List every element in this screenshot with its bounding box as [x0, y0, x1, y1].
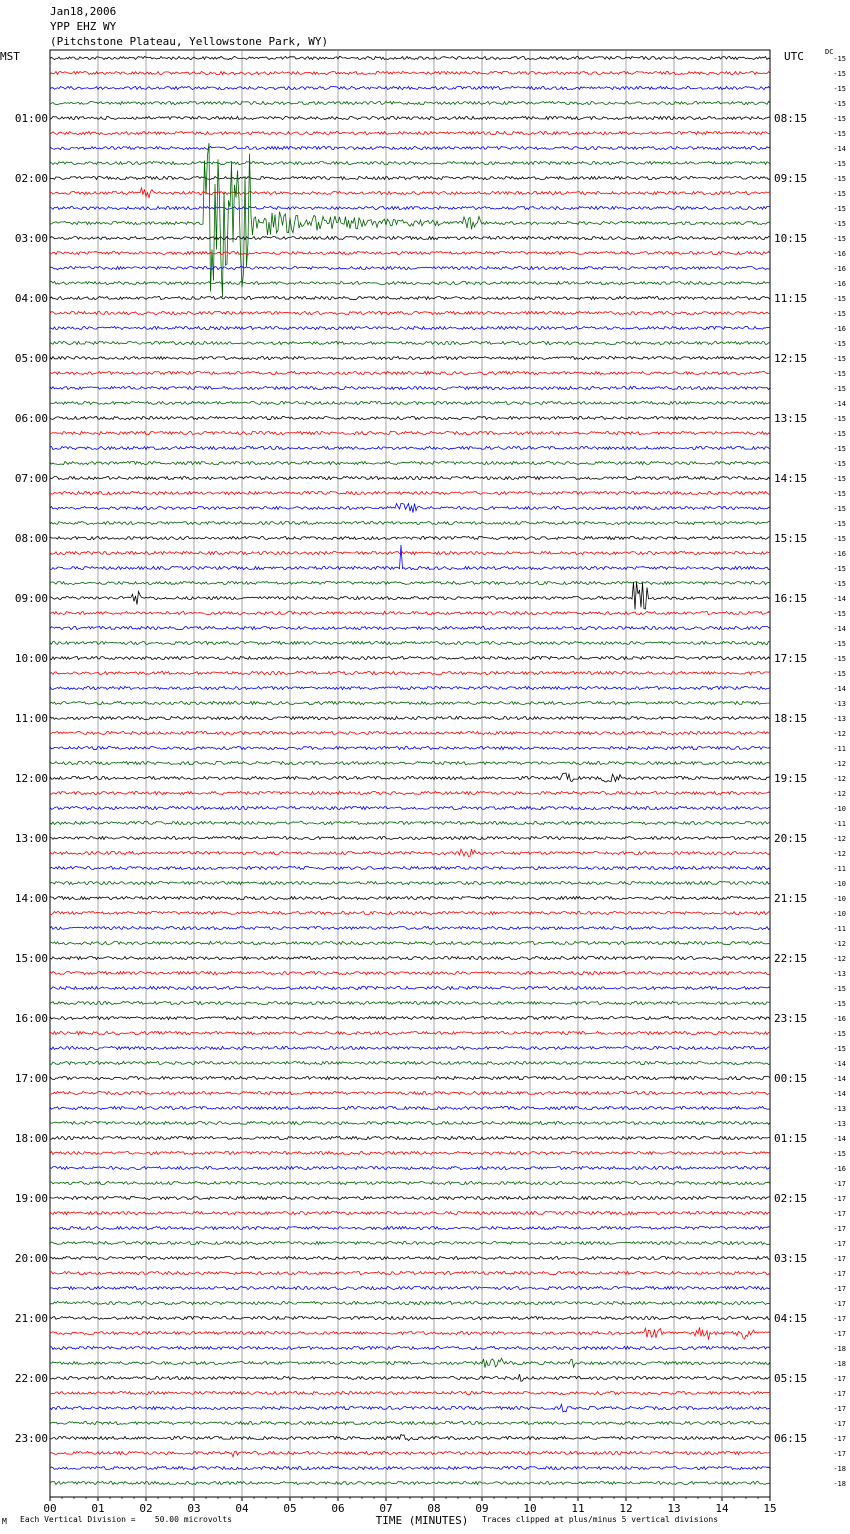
x-tick-label: 00	[43, 1502, 57, 1515]
right-hour-label: 23:15	[774, 1012, 808, 1025]
x-tick-label: 01	[91, 1502, 105, 1515]
seismic-trace	[50, 1358, 770, 1368]
dc-offset-label: -17	[833, 1435, 846, 1443]
dc-offset-label: -15	[833, 115, 846, 123]
seismic-trace	[50, 926, 770, 929]
x-tick-label: 13	[667, 1502, 681, 1515]
dc-offset-label: -11	[833, 820, 846, 828]
seismic-trace	[50, 296, 770, 299]
dc-offset-label: -10	[833, 805, 846, 813]
header-date: Jan18,2006	[50, 5, 117, 18]
seismic-trace	[50, 701, 770, 704]
right-hour-label: 05:15	[774, 1372, 808, 1385]
corner-mark: M	[2, 1517, 7, 1526]
seismic-trace	[50, 686, 770, 689]
left-hour-label: 23:00	[14, 1432, 48, 1445]
dc-offset-label: -15	[833, 1000, 846, 1008]
seismic-trace	[50, 86, 770, 89]
left-hour-label: 14:00	[14, 892, 48, 905]
x-tick-label: 10	[523, 1502, 537, 1515]
seismic-trace	[50, 941, 770, 944]
dc-offset-label: -17	[833, 1225, 846, 1233]
dc-offset-label: -15	[833, 85, 846, 93]
dc-offset-label: -15	[833, 565, 846, 573]
dc-offset-label: -15	[833, 205, 846, 213]
right-hour-label: 13:15	[774, 412, 808, 425]
left-hour-label: 21:00	[14, 1312, 48, 1325]
dc-offset-label: -15	[833, 100, 846, 108]
dc-offset-label: -15	[833, 520, 846, 528]
left-hour-label: 05:00	[14, 352, 48, 365]
dc-offset-label: -15	[833, 190, 846, 198]
dc-offset-label: -16	[833, 1015, 846, 1023]
left-hour-label: 07:00	[14, 472, 48, 485]
dc-offset-label: -16	[833, 325, 846, 333]
seismic-trace	[50, 446, 770, 449]
x-tick-label: 09	[475, 1502, 489, 1515]
dc-offset-label: -18	[833, 1360, 846, 1368]
seismic-trace	[50, 461, 770, 464]
dc-offset-label: -14	[833, 1075, 846, 1083]
seismic-trace	[50, 1226, 770, 1229]
seismic-trace	[50, 1001, 770, 1004]
seismic-trace	[50, 1076, 770, 1079]
seismic-trace	[50, 536, 770, 539]
right-hour-label: 02:15	[774, 1192, 808, 1205]
dc-offset-label: -16	[833, 1165, 846, 1173]
dc-offset-label: -16	[833, 280, 846, 288]
seismic-trace	[50, 143, 770, 297]
right-hour-label: 21:15	[774, 892, 808, 905]
seismic-trace	[50, 641, 770, 644]
dc-offset-label: -15	[833, 460, 846, 468]
dc-offset-label: -16	[833, 250, 846, 258]
seismic-trace	[50, 236, 770, 239]
dc-offset-label: -15	[833, 475, 846, 483]
dc-offset-label: -15	[833, 370, 846, 378]
left-hour-label: 11:00	[14, 712, 48, 725]
seismic-trace	[50, 986, 770, 989]
dc-offset-label: -17	[833, 1255, 846, 1263]
seismic-trace	[50, 545, 770, 570]
seismic-trace	[50, 611, 770, 614]
right-hour-label: 04:15	[774, 1312, 808, 1325]
dc-offset-label: -13	[833, 700, 846, 708]
seismic-trace	[50, 1466, 770, 1469]
left-hour-label: 02:00	[14, 172, 48, 185]
seismic-trace	[50, 1241, 770, 1244]
seismic-trace	[50, 101, 770, 104]
seismic-trace	[50, 1211, 770, 1214]
seismic-trace	[50, 1286, 770, 1289]
dc-offset-label: -14	[833, 1060, 846, 1068]
dc-offset-label: -17	[833, 1390, 846, 1398]
right-hour-label: 09:15	[774, 172, 808, 185]
dc-offset-label: -15	[833, 580, 846, 588]
left-hour-label: 04:00	[14, 292, 48, 305]
seismic-trace	[50, 1016, 770, 1019]
seismic-trace	[50, 161, 770, 164]
seismic-trace	[50, 1316, 770, 1319]
seismic-trace	[50, 671, 770, 674]
dc-offset-label: -17	[833, 1405, 846, 1413]
dc-offset-label: -12	[833, 790, 846, 798]
left-hour-label: 16:00	[14, 1012, 48, 1025]
right-hour-label: 10:15	[774, 232, 808, 245]
right-timezone-label: UTC	[784, 50, 804, 63]
seismic-trace	[50, 581, 770, 584]
dc-offset-label: -15	[833, 490, 846, 498]
seismic-trace	[50, 71, 770, 74]
dc-offset-label: -13	[833, 715, 846, 723]
dc-offset-label: -15	[833, 175, 846, 183]
seismic-trace	[50, 582, 770, 610]
dc-offset-label: -12	[833, 955, 846, 963]
dc-offset-label: -13	[833, 1105, 846, 1113]
seismic-trace	[50, 1256, 770, 1259]
seismic-trace	[50, 401, 770, 404]
x-tick-label: 07	[379, 1502, 393, 1515]
seismic-trace	[50, 1271, 770, 1274]
header-location: (Pitchstone Plateau, Yellowstone Park, WY)	[50, 35, 329, 48]
dc-offset-label: -16	[833, 550, 846, 558]
right-hour-label: 17:15	[774, 652, 808, 665]
right-hour-label: 06:15	[774, 1432, 808, 1445]
dc-offset-label: -15	[833, 220, 846, 228]
dc-offset-label: -15	[833, 385, 846, 393]
dc-offset-label: -14	[833, 400, 846, 408]
seismic-trace	[50, 761, 770, 764]
dc-offset-label: -15	[833, 1150, 846, 1158]
seismic-trace	[50, 791, 770, 794]
seismic-trace	[50, 1091, 770, 1094]
seismic-trace	[50, 188, 770, 198]
right-hour-label: 01:15	[774, 1132, 808, 1145]
dc-offset-label: -12	[833, 850, 846, 858]
seismic-trace	[50, 1327, 770, 1339]
left-hour-label: 19:00	[14, 1192, 48, 1205]
right-hour-label: 19:15	[774, 772, 808, 785]
dc-offset-label: -15	[833, 310, 846, 318]
dc-offset-label: -15	[833, 1030, 846, 1038]
dc-offset-label: -18	[833, 1345, 846, 1353]
left-hour-label: 09:00	[14, 592, 48, 605]
seismic-trace	[50, 866, 770, 869]
x-tick-label: 08	[427, 1502, 441, 1515]
seismic-trace	[50, 476, 770, 479]
seismic-trace	[50, 1061, 770, 1064]
seismic-trace	[50, 1481, 770, 1484]
left-hour-label: 18:00	[14, 1132, 48, 1145]
right-hour-label: 16:15	[774, 592, 808, 605]
dc-offset-label: -15	[833, 295, 846, 303]
seismic-trace	[50, 1121, 770, 1124]
right-hour-label: 20:15	[774, 832, 808, 845]
left-timezone-label: MST	[0, 50, 20, 63]
seismic-trace	[50, 1374, 770, 1381]
x-axis-label: TIME (MINUTES)	[375, 1514, 469, 1527]
seismic-trace	[50, 386, 770, 389]
dc-offset-label: -14	[833, 595, 846, 603]
dc-offset-label: -17	[833, 1270, 846, 1278]
header-station: YPP EHZ WY	[50, 20, 117, 33]
dc-offset-label: -10	[833, 910, 846, 918]
dc-offset-label: -17	[833, 1285, 846, 1293]
dc-offset-label: -15	[833, 415, 846, 423]
seismic-trace	[50, 281, 770, 284]
seismic-trace	[50, 773, 770, 782]
seismic-trace	[50, 1421, 770, 1424]
dc-offset-label: -14	[833, 685, 846, 693]
seismic-trace	[50, 836, 770, 839]
seismic-trace	[50, 326, 770, 329]
seismic-trace	[50, 146, 770, 149]
dc-offset-label: -15	[833, 160, 846, 168]
x-tick-label: 11	[571, 1502, 585, 1515]
seismic-trace	[50, 746, 770, 749]
right-hour-label: 08:15	[774, 112, 808, 125]
dc-offset-label: -11	[833, 865, 846, 873]
x-tick-label: 12	[619, 1502, 633, 1515]
seismic-trace	[50, 56, 770, 59]
seismic-trace	[50, 341, 770, 344]
left-hour-label: 20:00	[14, 1252, 48, 1265]
dc-offset-label: -15	[833, 505, 846, 513]
right-hour-label: 00:15	[774, 1072, 808, 1085]
dc-offset-label: -13	[833, 970, 846, 978]
seismic-trace	[50, 881, 770, 884]
seismic-trace	[50, 266, 770, 269]
dc-offset-label: -17	[833, 1300, 846, 1308]
x-tick-label: 06	[331, 1502, 345, 1515]
dc-offset-label: -15	[833, 70, 846, 78]
left-hour-label: 15:00	[14, 952, 48, 965]
seismic-trace	[50, 503, 770, 512]
dc-offset-label: -14	[833, 1090, 846, 1098]
dc-offset-label: -16	[833, 265, 846, 273]
seismic-trace	[50, 311, 770, 314]
seismic-trace	[50, 1435, 770, 1441]
dc-offset-label: -10	[833, 880, 846, 888]
dc-offset-label: -15	[833, 430, 846, 438]
right-hour-label: 03:15	[774, 1252, 808, 1265]
right-hour-label: 22:15	[774, 952, 808, 965]
seismic-trace	[50, 521, 770, 524]
dc-offset-label: -15	[833, 445, 846, 453]
seismic-trace	[50, 956, 770, 959]
dc-offset-label: -15	[833, 985, 846, 993]
seismic-trace	[50, 716, 770, 719]
seismic-trace	[50, 971, 770, 974]
dc-offset-label: -15	[833, 130, 846, 138]
dc-offset-label: -15	[833, 1045, 846, 1053]
seismic-trace	[50, 1106, 770, 1109]
left-hour-label: 08:00	[14, 532, 48, 545]
dc-offset-label: -12	[833, 775, 846, 783]
seismic-trace	[50, 431, 770, 434]
seismic-trace	[50, 1196, 770, 1199]
seismic-trace	[50, 1136, 770, 1139]
left-hour-label: 12:00	[14, 772, 48, 785]
seismic-trace	[50, 1346, 770, 1349]
dc-label: DC	[825, 48, 834, 56]
x-tick-label: 02	[139, 1502, 153, 1515]
seismic-trace	[50, 1404, 770, 1412]
seismic-trace	[50, 1166, 770, 1169]
seismic-trace	[50, 731, 770, 734]
dc-offset-label: -17	[833, 1450, 846, 1458]
seismic-trace	[50, 416, 770, 419]
seismic-trace	[50, 911, 770, 914]
seismic-trace	[50, 356, 770, 359]
dc-offset-label: -12	[833, 760, 846, 768]
dc-offset-label: -12	[833, 730, 846, 738]
seismic-trace	[50, 491, 770, 494]
right-hour-label: 15:15	[774, 532, 808, 545]
seismic-trace	[50, 1391, 770, 1394]
right-hour-label: 12:15	[774, 352, 808, 365]
dc-offset-label: -15	[833, 655, 846, 663]
dc-offset-label: -17	[833, 1315, 846, 1323]
dc-offset-label: -15	[833, 610, 846, 618]
dc-offset-label: -14	[833, 625, 846, 633]
left-hour-label: 22:00	[14, 1372, 48, 1385]
seismic-trace	[50, 251, 770, 254]
seismic-trace	[50, 806, 770, 809]
dc-offset-label: -15	[833, 235, 846, 243]
dc-offset-label: -15	[833, 670, 846, 678]
seismic-trace	[50, 131, 770, 134]
seismic-trace	[50, 1031, 770, 1034]
dc-offset-label: -18	[833, 1480, 846, 1488]
clip-note: Traces clipped at plus/minus 5 vertical divisions	[482, 1515, 719, 1524]
left-hour-label: 10:00	[14, 652, 48, 665]
dc-offset-label: -18	[833, 1465, 846, 1473]
seismic-trace	[50, 206, 770, 209]
right-hour-label: 14:15	[774, 472, 808, 485]
dc-offset-label: -13	[833, 1120, 846, 1128]
dc-offset-label: -12	[833, 940, 846, 948]
seismic-trace	[50, 1451, 770, 1457]
left-hour-label: 13:00	[14, 832, 48, 845]
seismic-trace	[50, 896, 770, 899]
dc-offset-label: -15	[833, 640, 846, 648]
left-hour-label: 17:00	[14, 1072, 48, 1085]
dc-offset-label: -14	[833, 145, 846, 153]
dc-offset-label: -17	[833, 1420, 846, 1428]
x-tick-label: 04	[235, 1502, 249, 1515]
seismic-trace	[50, 176, 770, 179]
left-hour-label: 03:00	[14, 232, 48, 245]
seismic-trace	[50, 821, 770, 824]
dc-offset-label: -17	[833, 1210, 846, 1218]
left-hour-label: 06:00	[14, 412, 48, 425]
scale-note: Each Vertical Division = 50.00 microvolts	[20, 1515, 232, 1524]
seismic-trace	[50, 849, 770, 856]
dc-offset-label: -17	[833, 1240, 846, 1248]
x-tick-label: 03	[187, 1502, 201, 1515]
dc-offset-label: -11	[833, 925, 846, 933]
seismic-trace	[50, 626, 770, 629]
seismic-trace	[50, 371, 770, 374]
seismic-trace	[50, 1301, 770, 1304]
seismic-trace	[50, 116, 770, 119]
dc-offset-label: -17	[833, 1195, 846, 1203]
x-tick-label: 05	[283, 1502, 297, 1515]
seismic-trace	[50, 1181, 770, 1184]
seismic-trace	[50, 551, 770, 554]
right-hour-label: 18:15	[774, 712, 808, 725]
dc-offset-label: -17	[833, 1330, 846, 1338]
dc-offset-label: -10	[833, 895, 846, 903]
dc-offset-label: -14	[833, 1135, 846, 1143]
seismic-trace	[50, 656, 770, 659]
left-hour-label: 01:00	[14, 112, 48, 125]
dc-offset-label: -15	[833, 355, 846, 363]
dc-offset-label: -17	[833, 1375, 846, 1383]
dc-offset-label: -12	[833, 835, 846, 843]
dc-offset-label: -15	[833, 55, 846, 63]
x-tick-label: 15	[763, 1502, 777, 1515]
dc-offset-label: -15	[833, 535, 846, 543]
seismic-trace	[50, 1151, 770, 1154]
x-tick-label: 14	[715, 1502, 729, 1515]
dc-offset-label: -15	[833, 340, 846, 348]
seismic-trace	[50, 1046, 770, 1049]
dc-offset-label: -17	[833, 1180, 846, 1188]
right-hour-label: 11:15	[774, 292, 808, 305]
dc-offset-label: -11	[833, 745, 846, 753]
